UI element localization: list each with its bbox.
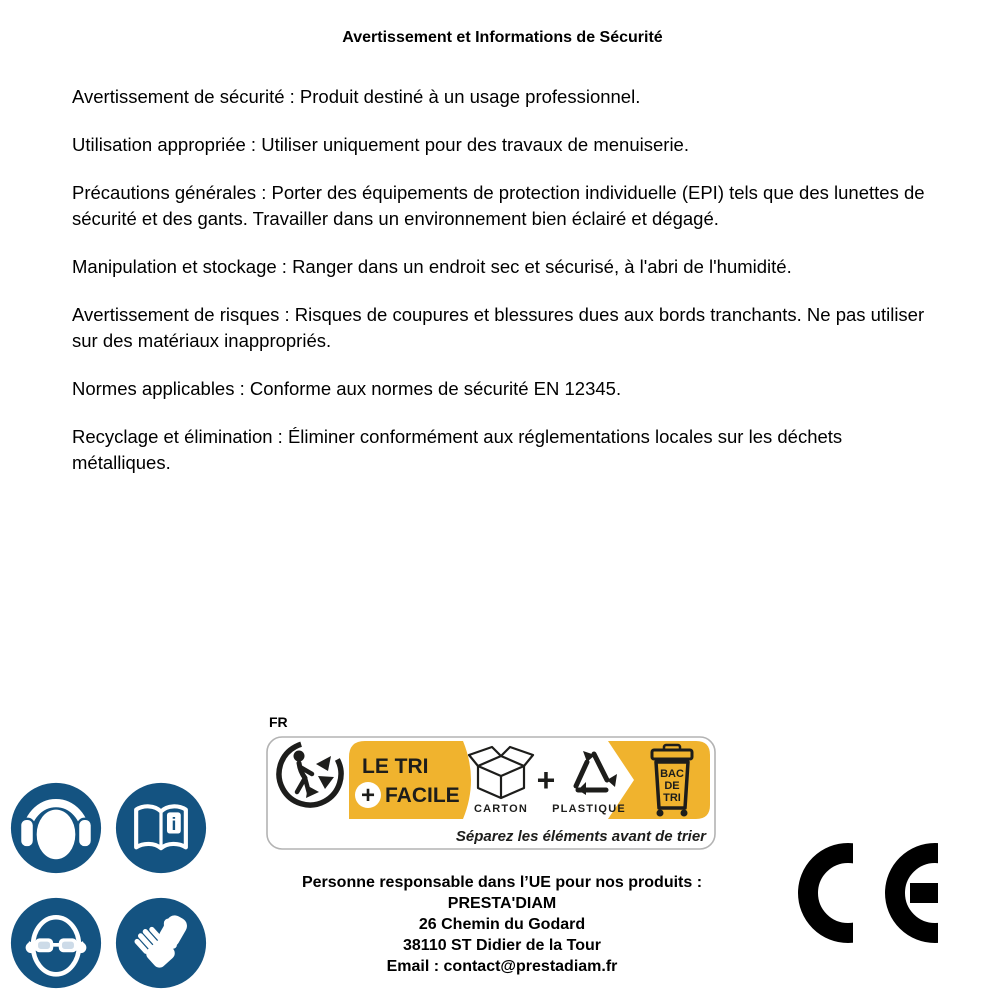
wear-ear-protection-icon (10, 782, 102, 874)
svg-text:i: i (171, 813, 177, 834)
paragraph-appropriate-use: Utilisation appropriée : Utiliser uniquement pour des travaux de menuiserie. (72, 134, 689, 155)
safety-paragraphs (72, 84, 933, 498)
responsible-intro: Personne responsable dans l’UE pour nos produits : (301, 874, 703, 891)
slogan-facile: FACILE (385, 784, 460, 807)
paragraph-handling-storage: Manipulation et stockage : Ranger dans un endroit sec et sécurisé, à l'abri de l'humidité. (72, 256, 792, 277)
materials-plus: + (536, 762, 556, 798)
ce-marking (796, 841, 942, 954)
country-code: FR (269, 714, 288, 730)
recycling-sorting-label (266, 714, 716, 855)
slogan-le-tri: LE TRI (362, 755, 429, 778)
responsible-person-block (242, 872, 762, 977)
street-address: 26 Chemin du Godard (418, 916, 586, 933)
city-address: 38110 ST Didier de la Tour (403, 937, 601, 954)
paragraph-applicable-standards: Normes applicables : Conforme aux normes de sécurité EN 12345. (72, 378, 622, 399)
wear-eye-protection-icon (10, 897, 102, 989)
paragraph-general-precautions: Précautions générales : Porter des équipements de protection individuelle (EPI) tels que des lunettes de sécurité et des gants. Travailler dans un environnement bien éclairé et dégagé. (72, 182, 925, 229)
bin-text-tri: TRI (663, 792, 681, 804)
sorting-bin-icon (652, 745, 692, 817)
bin-text-de: DE (664, 780, 680, 792)
contact-email: Email : contact@prestadiam.fr (386, 958, 618, 975)
read-instruction-manual-icon (115, 782, 207, 874)
ppe-pictogram-grid (10, 782, 207, 989)
wear-protective-gloves-icon (115, 897, 207, 989)
paragraph-risk-warning: Avertissement de risques : Risques de coupures et blessures dues aux bords tranchants. Ne pas utiliser sur des matériaux inappropriés. (72, 304, 925, 351)
ce-marking-icon (796, 841, 942, 949)
paragraph-recycling-disposal: Recyclage et élimination : Éliminer conformément aux réglementations locales sur les déchets métalliques. (72, 426, 843, 473)
paragraph-safety-warning: Avertissement de sécurité : Produit destiné à un usage professionnel. (72, 86, 641, 107)
document-title: Avertissement et Informations de Sécurité (342, 29, 663, 46)
slogan-plus: + (360, 782, 376, 809)
company-name: PRESTA'DIAM (447, 895, 557, 912)
info-tri-label (266, 736, 716, 850)
material-carton-label: CARTON (473, 803, 529, 815)
label-footer-note: Séparez les éléments avant de trier (455, 828, 706, 845)
bin-text-bac: BAC (660, 768, 684, 780)
material-plastique-label: PLASTIQUE (552, 803, 626, 815)
